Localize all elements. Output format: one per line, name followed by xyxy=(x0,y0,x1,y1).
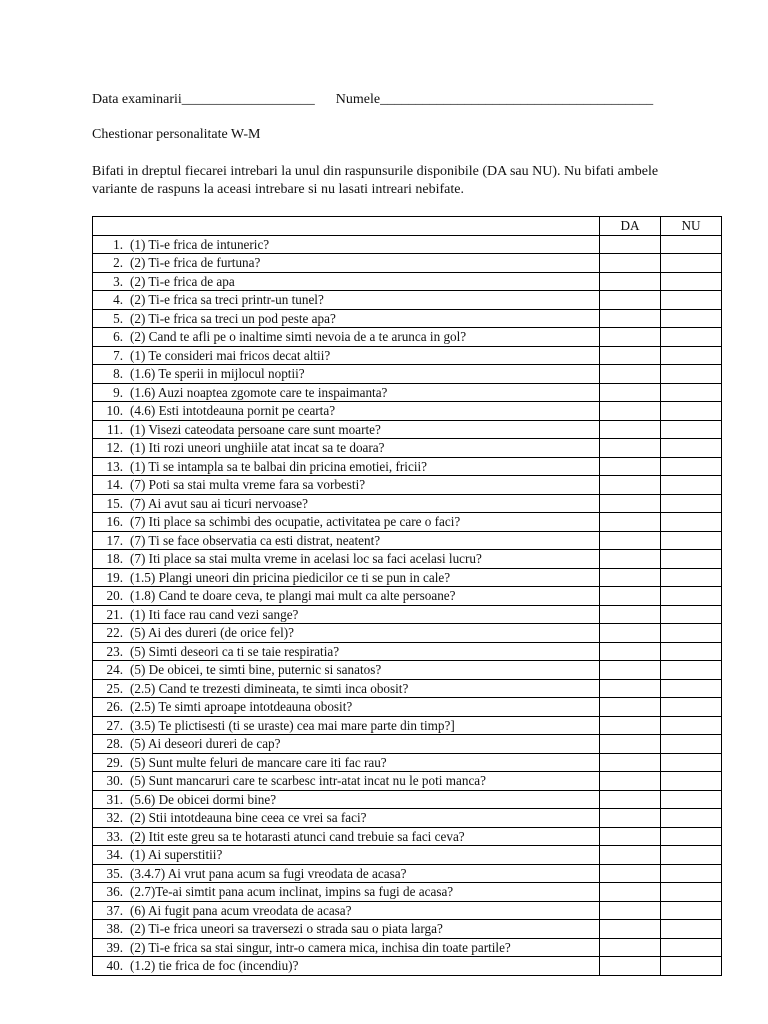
answer-nu-cell[interactable] xyxy=(661,272,722,291)
question-cell xyxy=(93,309,600,328)
answer-nu-cell[interactable] xyxy=(661,605,722,624)
table-header-row xyxy=(93,217,722,236)
table-row xyxy=(93,494,722,513)
question-text: (2) Ti-e frica sa treci un pod peste apa? xyxy=(130,310,336,326)
question-text: (1.2) tie frica de foc (incendiu)? xyxy=(130,958,299,973)
question-number: 38. xyxy=(106,921,123,936)
question-number: 23. xyxy=(106,643,123,659)
answer-da-cell[interactable] xyxy=(600,642,661,661)
answer-nu-cell[interactable] xyxy=(661,439,722,458)
question-cell xyxy=(93,661,600,680)
question-text: (2.7)Te-ai simtit pana acum inclinat, impins sa fugi de acasa? xyxy=(130,884,454,899)
question-cell xyxy=(93,291,600,310)
question-cell xyxy=(93,346,600,365)
question-number: 10. xyxy=(106,403,123,418)
answer-da-cell[interactable] xyxy=(600,957,661,976)
table-row xyxy=(93,772,722,791)
table-row xyxy=(93,661,722,680)
question-number: 9. xyxy=(113,384,123,400)
answer-da-cell[interactable] xyxy=(600,772,661,791)
answer-da-cell[interactable] xyxy=(600,624,661,643)
answer-da-cell[interactable] xyxy=(600,605,661,624)
answer-da-cell[interactable] xyxy=(600,864,661,883)
question-cell xyxy=(93,365,600,384)
table-row xyxy=(93,457,722,476)
questionnaire-table xyxy=(92,216,722,976)
answer-nu-cell[interactable] xyxy=(661,809,722,828)
question-number: 20. xyxy=(106,588,123,603)
question-number: 1. xyxy=(113,236,123,252)
header-question-cell xyxy=(93,217,600,236)
table-row xyxy=(93,568,722,587)
answer-nu-cell[interactable] xyxy=(661,661,722,680)
question-text: (2) Stii intotdeauna bine ceea ce vrei sa faci? xyxy=(130,810,367,825)
answer-da-cell[interactable] xyxy=(600,235,661,254)
table-row xyxy=(93,883,722,902)
question-cell xyxy=(93,605,600,624)
question-cell xyxy=(93,642,600,661)
answer-nu-cell[interactable] xyxy=(661,402,722,421)
table-row xyxy=(93,790,722,809)
question-number: 6. xyxy=(113,329,123,344)
answer-da-cell[interactable] xyxy=(600,587,661,606)
question-cell xyxy=(93,476,600,495)
question-text: (3.4.7) Ai vrut pana acum sa fugi vreodata de acasa? xyxy=(130,865,407,881)
question-text: (1) Ai superstitii? xyxy=(130,847,223,862)
question-text: (5) Simti deseori ca ti se taie respiratia? xyxy=(130,643,340,659)
answer-da-cell[interactable] xyxy=(600,827,661,846)
question-text: (2) Ti-e frica de furtuna? xyxy=(130,255,261,270)
question-number: 18. xyxy=(106,551,123,566)
answer-nu-cell[interactable] xyxy=(661,901,722,920)
answer-nu-cell[interactable] xyxy=(661,698,722,717)
question-number: 2. xyxy=(113,255,123,270)
answer-nu-cell[interactable] xyxy=(661,938,722,957)
table-row xyxy=(93,698,722,717)
answer-da-cell[interactable] xyxy=(600,383,661,402)
table-row xyxy=(93,642,722,661)
question-text: (6) Ai fugit pana acum vreodata de acasa? xyxy=(130,902,352,918)
answer-nu-cell[interactable] xyxy=(661,346,722,365)
question-cell xyxy=(93,679,600,698)
question-cell xyxy=(93,383,600,402)
answer-da-cell[interactable] xyxy=(600,661,661,680)
table-row xyxy=(93,439,722,458)
answer-nu-cell[interactable] xyxy=(661,957,722,976)
question-cell xyxy=(93,920,600,939)
answer-nu-cell[interactable] xyxy=(661,883,722,902)
question-text: (2) Itit este greu sa te hotarasti atunci cand trebuie sa faci ceva? xyxy=(130,828,465,844)
table-row xyxy=(93,587,722,606)
question-text: (7) Poti sa stai multa vreme fara sa vorbesti? xyxy=(130,477,366,492)
answer-da-cell[interactable] xyxy=(600,753,661,772)
question-number: 21. xyxy=(106,606,123,622)
questionnaire-title: Chestionar personalitate W-M xyxy=(92,127,261,142)
answer-da-cell[interactable] xyxy=(600,716,661,735)
table-row xyxy=(93,402,722,421)
question-text: (1) Visezi cateodata persoane care sunt moarte? xyxy=(130,421,381,437)
question-cell xyxy=(93,809,600,828)
table-row xyxy=(93,901,722,920)
question-text: (7) Ai avut sau ai ticuri nervoase? xyxy=(130,495,308,511)
table-row xyxy=(93,476,722,495)
question-cell xyxy=(93,938,600,957)
answer-da-cell[interactable] xyxy=(600,272,661,291)
question-cell xyxy=(93,402,600,421)
question-cell xyxy=(93,513,600,532)
question-cell xyxy=(93,587,600,606)
question-cell xyxy=(93,254,600,273)
question-text: (7) Iti place sa stai multa vreme in acelasi loc sa faci acelasi lucru? xyxy=(130,551,482,566)
question-cell xyxy=(93,550,600,569)
table-row xyxy=(93,365,722,384)
answer-nu-cell[interactable] xyxy=(661,457,722,476)
question-cell xyxy=(93,735,600,754)
question-text: (4.6) Esti intotdeauna pornit pe cearta? xyxy=(130,403,336,418)
question-number: 12. xyxy=(106,440,123,455)
answer-da-cell[interactable] xyxy=(600,679,661,698)
answer-nu-cell[interactable] xyxy=(661,735,722,754)
question-number: 22. xyxy=(106,625,123,640)
question-cell xyxy=(93,624,600,643)
exam-date-field[interactable]: ___________________ xyxy=(181,92,315,107)
question-text: (5) Sunt multe feluri de mancare care iti fac rau? xyxy=(130,754,387,770)
answer-nu-cell[interactable] xyxy=(661,772,722,791)
question-cell xyxy=(93,494,600,513)
table-row xyxy=(93,679,722,698)
question-number: 32. xyxy=(106,810,123,825)
answer-da-cell[interactable] xyxy=(600,494,661,513)
answer-da-cell[interactable] xyxy=(600,402,661,421)
exam-date-label: Data examinarii xyxy=(92,92,182,107)
question-cell xyxy=(93,790,600,809)
question-number: 28. xyxy=(106,736,123,751)
question-number: 34. xyxy=(106,847,123,862)
answer-da-cell[interactable] xyxy=(600,698,661,717)
question-number: 4. xyxy=(113,292,123,307)
question-text: (5) Sunt mancaruri care te scarbesc intr-atat incat nu le poti manca? xyxy=(130,773,486,788)
question-text: (2.5) Cand te trezesti dimineata, te simti inca obosit? xyxy=(130,680,409,696)
exam-header xyxy=(92,91,653,109)
answer-da-cell[interactable] xyxy=(600,457,661,476)
question-text: (2) Cand te afli pe o inaltime simti nevoia de a te arunca in gol? xyxy=(130,329,467,344)
table-row xyxy=(93,605,722,624)
table-row xyxy=(93,235,722,254)
table-row xyxy=(93,291,722,310)
question-cell xyxy=(93,328,600,347)
question-cell xyxy=(93,531,600,550)
answer-da-cell[interactable] xyxy=(600,291,661,310)
question-text: (7) Iti place sa schimbi des ocupatie, activitatea pe care o faci? xyxy=(130,514,461,529)
question-text: (3.5) Te plictisesti (ti se uraste) cea mai mare parte din timp?] xyxy=(130,717,455,733)
table-row xyxy=(93,531,722,550)
question-number: 26. xyxy=(106,699,123,714)
answer-da-cell[interactable] xyxy=(600,513,661,532)
question-number: 15. xyxy=(106,495,123,511)
answer-nu-cell[interactable] xyxy=(661,513,722,532)
answer-da-cell[interactable] xyxy=(600,346,661,365)
answer-nu-cell[interactable] xyxy=(661,568,722,587)
table-row xyxy=(93,716,722,735)
question-text: (1) Iti rozi uneori unghiile atat incat sa te doara? xyxy=(130,440,385,455)
question-number: 5. xyxy=(113,310,123,326)
question-cell xyxy=(93,883,600,902)
question-cell xyxy=(93,457,600,476)
answer-nu-cell[interactable] xyxy=(661,864,722,883)
answer-da-cell[interactable] xyxy=(600,901,661,920)
question-text: (1) Ti se intampla sa te balbai din pricina emotiei, fricii? xyxy=(130,458,428,474)
name-field[interactable]: _______________________________________ xyxy=(380,92,654,107)
question-text: (2) Ti-e frica sa stai singur, intr-o camera mica, inchisa din toate partile? xyxy=(130,939,511,955)
answer-nu-cell[interactable] xyxy=(661,716,722,735)
question-text: (1) Iti face rau cand vezi sange? xyxy=(130,606,299,622)
question-text: (7) Ti se face observatia ca esti distrat, neatent? xyxy=(130,532,381,548)
question-number: 11. xyxy=(107,421,123,437)
answer-nu-cell[interactable] xyxy=(661,550,722,569)
answer-nu-cell[interactable] xyxy=(661,624,722,643)
answer-nu-cell[interactable] xyxy=(661,790,722,809)
question-cell xyxy=(93,753,600,772)
question-text: (1.5) Plangi uneori din pricina piedicilor ce ti se pun in cale? xyxy=(130,569,451,585)
answer-nu-cell[interactable] xyxy=(661,476,722,495)
question-text: (2.5) Te simti aproape intotdeauna obosit? xyxy=(130,699,353,714)
question-cell xyxy=(93,957,600,976)
answer-da-cell[interactable] xyxy=(600,476,661,495)
question-text: (5) De obicei, te simti bine, puternic si sanatos? xyxy=(130,662,382,677)
answer-nu-cell[interactable] xyxy=(661,827,722,846)
question-number: 24. xyxy=(106,662,123,677)
question-number: 35. xyxy=(106,865,123,881)
answer-nu-cell[interactable] xyxy=(661,587,722,606)
answer-da-cell[interactable] xyxy=(600,309,661,328)
answer-nu-cell[interactable] xyxy=(661,420,722,439)
question-number: 29. xyxy=(106,754,123,770)
answer-nu-cell[interactable] xyxy=(661,235,722,254)
answer-da-cell[interactable] xyxy=(600,790,661,809)
answer-nu-cell[interactable] xyxy=(661,365,722,384)
table-row xyxy=(93,328,722,347)
answer-da-cell[interactable] xyxy=(600,365,661,384)
answer-nu-cell[interactable] xyxy=(661,642,722,661)
question-number: 33. xyxy=(106,828,123,844)
answer-nu-cell[interactable] xyxy=(661,291,722,310)
table-row xyxy=(93,735,722,754)
answer-nu-cell[interactable] xyxy=(661,679,722,698)
question-cell xyxy=(93,716,600,735)
answer-da-cell[interactable] xyxy=(600,938,661,957)
answer-da-cell[interactable] xyxy=(600,531,661,550)
table-row xyxy=(93,309,722,328)
question-number: 19. xyxy=(106,569,123,585)
question-cell xyxy=(93,272,600,291)
question-cell xyxy=(93,772,600,791)
answer-nu-cell[interactable] xyxy=(661,254,722,273)
answer-da-cell[interactable] xyxy=(600,420,661,439)
answer-da-cell[interactable] xyxy=(600,328,661,347)
answer-da-cell[interactable] xyxy=(600,846,661,865)
question-text: (2) Ti-e frica uneori sa traversezi o strada sau o piata larga? xyxy=(130,921,443,936)
table-row xyxy=(93,753,722,772)
table-row xyxy=(93,864,722,883)
answer-da-cell[interactable] xyxy=(600,550,661,569)
question-cell xyxy=(93,568,600,587)
answer-nu-cell[interactable] xyxy=(661,309,722,328)
name-label: Numele xyxy=(335,92,381,107)
instructions-text: Bifati in dreptul fiecarei intrebari la unul din raspunsurile disponibile (DA sau NU). Nu bifati ambele variante de raspuns la aceasi intrebare si nu lasati intreari nebifate. xyxy=(92,164,659,197)
question-text: (1) Te consideri mai fricos decat altii? xyxy=(130,347,331,363)
answer-da-cell[interactable] xyxy=(600,883,661,902)
question-number: 14. xyxy=(106,477,123,492)
question-text: (2) Ti-e frica sa treci printr-un tunel? xyxy=(130,292,324,307)
table-row xyxy=(93,846,722,865)
table-row xyxy=(93,272,722,291)
question-number: 36. xyxy=(106,884,123,899)
table-row xyxy=(93,550,722,569)
question-cell xyxy=(93,439,600,458)
answer-da-cell[interactable] xyxy=(600,735,661,754)
answer-da-cell[interactable] xyxy=(600,254,661,273)
question-number: 40. xyxy=(106,958,123,973)
table-row xyxy=(93,938,722,957)
question-cell xyxy=(93,698,600,717)
question-number: 8. xyxy=(113,366,123,381)
question-text: (5) Ai deseori dureri de cap? xyxy=(130,736,281,751)
answer-da-cell[interactable] xyxy=(600,809,661,828)
question-text: (1.6) Te sperii in mijlocul noptii? xyxy=(130,366,305,381)
table-row xyxy=(93,827,722,846)
header-da: DA xyxy=(600,217,661,236)
question-number: 31. xyxy=(106,791,123,807)
answer-nu-cell[interactable] xyxy=(661,920,722,939)
question-number: 7. xyxy=(113,347,123,363)
question-text: (5) Ai des dureri (de orice fel)? xyxy=(130,625,295,640)
table-row xyxy=(93,957,722,976)
answer-da-cell[interactable] xyxy=(600,439,661,458)
answer-nu-cell[interactable] xyxy=(661,531,722,550)
table-row xyxy=(93,513,722,532)
table-row xyxy=(93,383,722,402)
question-number: 3. xyxy=(113,273,123,289)
table-row xyxy=(93,346,722,365)
table-row xyxy=(93,920,722,939)
answer-da-cell[interactable] xyxy=(600,568,661,587)
question-number: 30. xyxy=(106,773,123,788)
question-text: (5.6) De obicei dormi bine? xyxy=(130,791,277,807)
question-text: (1.8) Cand te doare ceva, te plangi mai mult ca alte persoane? xyxy=(130,588,456,603)
answer-nu-cell[interactable] xyxy=(661,753,722,772)
question-cell xyxy=(93,864,600,883)
answer-nu-cell[interactable] xyxy=(661,494,722,513)
question-text: (1) Ti-e frica de intuneric? xyxy=(130,236,270,252)
answer-da-cell[interactable] xyxy=(600,920,661,939)
question-cell xyxy=(93,235,600,254)
question-number: 13. xyxy=(106,458,123,474)
header-nu: NU xyxy=(661,217,722,236)
table-row xyxy=(93,624,722,643)
question-number: 16. xyxy=(106,514,123,529)
question-cell xyxy=(93,827,600,846)
question-cell xyxy=(93,846,600,865)
table-row xyxy=(93,420,722,439)
table-row xyxy=(93,809,722,828)
question-text: (2) Ti-e frica de apa xyxy=(130,273,235,289)
answer-nu-cell[interactable] xyxy=(661,383,722,402)
question-number: 25. xyxy=(106,680,123,696)
question-number: 39. xyxy=(106,939,123,955)
table-row xyxy=(93,254,722,273)
question-number: 37. xyxy=(106,902,123,918)
question-text: (1.6) Auzi noaptea zgomote care te inspaimanta? xyxy=(130,384,388,400)
question-cell xyxy=(93,901,600,920)
question-number: 27. xyxy=(106,717,123,733)
answer-nu-cell[interactable] xyxy=(661,846,722,865)
answer-nu-cell[interactable] xyxy=(661,328,722,347)
question-number: 17. xyxy=(106,532,123,548)
question-cell xyxy=(93,420,600,439)
